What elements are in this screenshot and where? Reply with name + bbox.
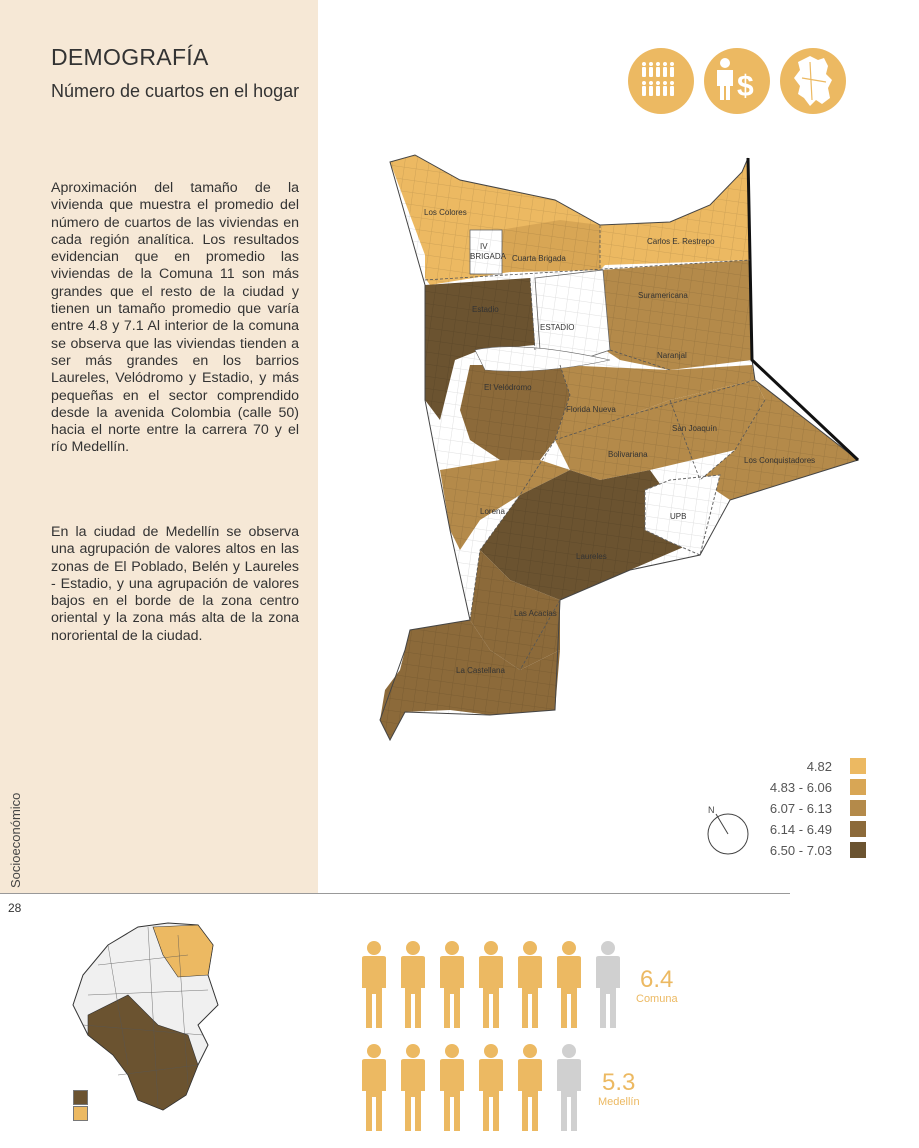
city-minimap (68, 915, 228, 1120)
comuna-person-icon (401, 941, 425, 1028)
legend-item: 6.14 - 6.49 (700, 821, 870, 842)
mini-legend-swatch-low (73, 1106, 88, 1121)
map-label-florida: Florida Nueva (566, 405, 616, 414)
svg-text:$: $ (737, 70, 754, 103)
map-label-los-colores: Los Colores (424, 208, 467, 217)
legend-swatch (850, 842, 866, 858)
minimap-legend (73, 1090, 88, 1122)
medellin-person-icon (401, 1044, 425, 1131)
map-label-estadio-zone: ESTADIO (540, 323, 575, 332)
stat-comuna-label: Comuna (636, 993, 678, 1005)
medellin-person-icon (440, 1044, 464, 1131)
stat-medellin-label: Medellín (598, 1096, 640, 1108)
city-map-icon (780, 48, 846, 114)
page-subtitle: Número de cuartos en el hogar (51, 81, 300, 101)
legend-item: 6.50 - 7.03 (700, 842, 870, 863)
map-label-laureles: Laureles (576, 552, 607, 561)
north-arrow-icon (704, 804, 754, 863)
map-label-carlos-e: Carlos E. Restrepo (647, 237, 715, 246)
medellin-person-icon (518, 1044, 542, 1131)
legend-item: 4.83 - 6.06 (700, 779, 870, 800)
comuna-person-icon (479, 941, 503, 1028)
map-label-lorena: Lorena (480, 507, 505, 516)
stat-medellin-value: 5.3 (602, 1069, 636, 1096)
comuna-person-icon (362, 941, 386, 1028)
comuna-map (370, 150, 870, 755)
legend-item: 4.82 (700, 758, 870, 779)
map-label-velodromo: El Velódromo (484, 383, 532, 392)
legend-swatch (850, 821, 866, 837)
body-paragraph-1: Aproximación del tamaño de la vivienda que muestra el promedio del número de cuartos de las viviendas en cada región analítica. Los resultados evidencian que en promedio las viviendas de la Comuna 11 son más grandes que el resto de la ciudad y tienen un tamaño promedio que varía entre 4.8 y 7.1 Al interior de la comuna se observa que las viviendas tienden a ser más grandes en los barrios Laureles, Velódromo y Estadio, y más pequeñas en el sector comprendido desde la avenida Colombia (calle 50) hacia el norte entre la carrera 70 y el río Medellín. (51, 180, 299, 456)
map-label-bolivariana: Bolivariana (608, 450, 648, 459)
map-label-upb: UPB (670, 512, 687, 521)
comuna-person-icon (440, 941, 464, 1028)
stat-comuna-value: 6.4 (640, 966, 674, 993)
page-title: DEMOGRAFÍA (51, 44, 209, 70)
section-label: Socioeconómico (8, 792, 23, 888)
medellin-person-partial-icon (557, 1044, 581, 1131)
map-label-naranjal: Naranjal (657, 351, 687, 360)
legend-swatch (850, 758, 866, 774)
comuna-person-partial-icon (596, 941, 620, 1028)
legend-swatch (850, 800, 866, 816)
page-number: 28 (8, 901, 22, 915)
comuna-person-icon (518, 941, 542, 1028)
map-label-iv-brigada-2: BRIGADA (470, 252, 507, 261)
map-label-acacias: Las Acacias (514, 609, 557, 618)
compass-label: N (708, 805, 715, 815)
body-paragraph-2: En la ciudad de Medellín se observa una agrupación de valores altos en las zonas de El Poblado, Belén y Laureles - Estadio, y una agrupación de valores bajos en el borde de la zona centro oriental y la zona más alta de la zona nororiental de la ciudad. (51, 524, 299, 644)
map-label-san-joaquin: San Joaquín (672, 424, 717, 433)
legend-swatch (850, 779, 866, 795)
map-label-iv-brigada-1: IV (480, 242, 488, 251)
person-money-icon (704, 48, 770, 114)
footer-divider (0, 893, 790, 894)
map-label-suramericana: Suramericana (638, 291, 688, 300)
map-label-cuarta-brigada: Cuarta Brigada (512, 254, 566, 263)
people-group-icon (628, 48, 694, 114)
medellin-person-icon (479, 1044, 503, 1131)
legend-item: 6.07 - 6.13 (700, 800, 870, 821)
map-label-conquistadores: Los Conquistadores (744, 456, 816, 465)
map-label-estadio-barrio: Estadio (472, 305, 499, 314)
comuna-person-icon (557, 941, 581, 1028)
medellin-person-icon (362, 1044, 386, 1131)
mini-legend-swatch-high (73, 1090, 88, 1105)
map-label-castellana: La Castellana (456, 666, 505, 675)
